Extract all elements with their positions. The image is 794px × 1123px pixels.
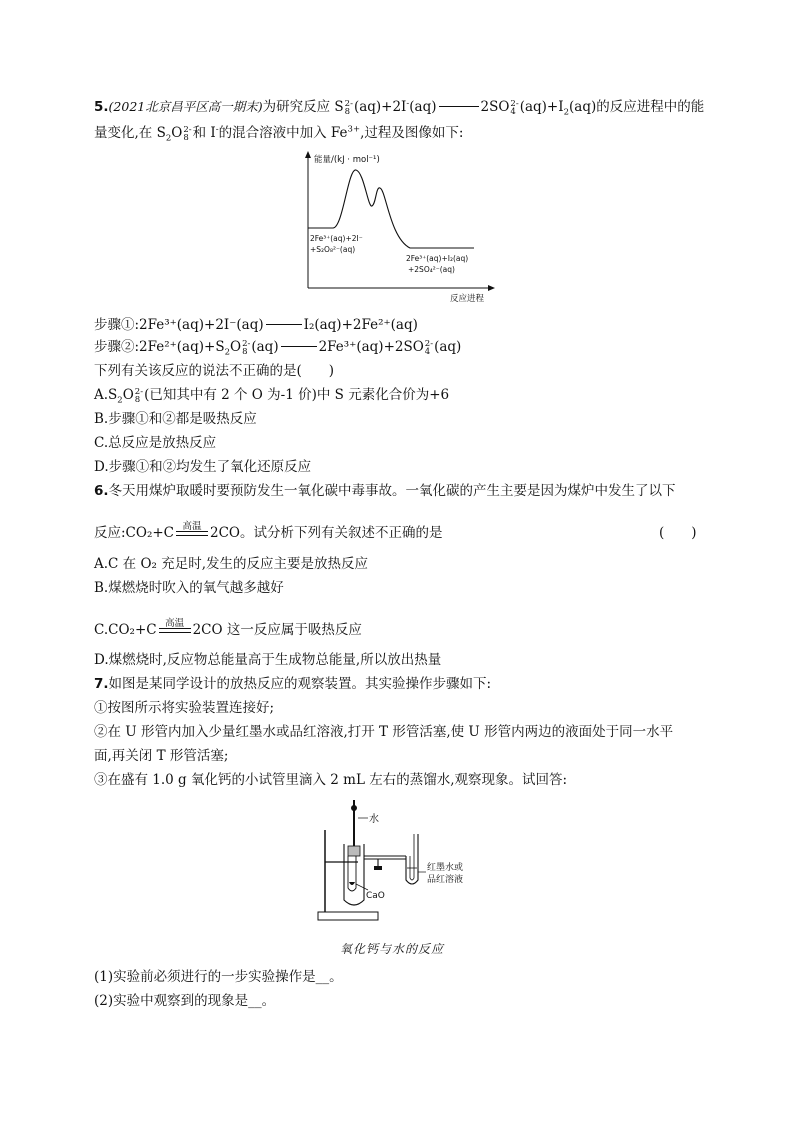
x-axis-arrow-icon <box>488 285 495 291</box>
q6-option-b[interactable]: B.煤燃烧时吹入的氧气越多越好 <box>94 580 284 596</box>
q6-line-2: 反应:CO₂+C 高温 2CO。试分析下列有关叙述不正确的是 <box>94 521 443 541</box>
q7-step-2-cont: 面,再关闭 T 形管活塞; <box>94 748 229 764</box>
q7-step-2: ②在 U 形管内加入少量红墨水或品红溶液,打开 T 形管活塞,使 U 形管内两边的液面处于同一水平 <box>94 724 674 740</box>
q7-step-1: ①按图所示将实验装置连接好; <box>94 700 275 716</box>
ink-label-1: 红墨水或 <box>427 863 464 873</box>
q5-question: 下列有关该反应的说法不正确的是( ) <box>94 363 335 379</box>
q7-number: 7. <box>94 676 109 692</box>
q5-option-b[interactable]: B.步骤①和②都是吸热反应 <box>94 411 257 427</box>
q5-line-1: 5.(2021北京昌平区高一期末)为研究反应 S 2- 8 (aq)+2I-(aq) 2SO 2- 4 $(aq)+I_2(aq)$的反应进程中的能 <box>94 98 705 118</box>
x-axis-label: 反应进程 <box>450 294 485 303</box>
q5-option-d[interactable]: D.步骤①和②均发生了氧化还原反应 <box>94 459 312 475</box>
q5-number: 5. <box>94 99 109 115</box>
products-label-2: +2SO₄²⁻(aq) <box>408 265 455 274</box>
stand-base <box>318 912 378 920</box>
stopper <box>348 846 360 856</box>
q5-step-2: 步骤$②:2Fe^{2+}(aq)+S_2O$ 2- 8 (aq) 2Fe³⁺(aq)+2SO 2- 4 (aq) <box>94 338 462 358</box>
energy-diagram <box>298 148 498 303</box>
water-label: 水 <box>369 814 379 825</box>
q5-option-c[interactable]: C.总反应是放热反应 <box>94 435 217 451</box>
cao-sample <box>349 882 355 885</box>
ink-label-2: 品红溶液 <box>427 875 464 885</box>
q6-option-c[interactable]: C.CO₂+C 高温 2CO 这一反应属于吸热反应 <box>94 618 362 638</box>
apparatus-diagram <box>310 800 510 930</box>
y-axis-label: 能量/(kJ · mol⁻¹) <box>314 155 380 165</box>
reactants-label-2: +S₂O₈²⁻(aq) <box>310 245 356 254</box>
q7-answer-2[interactable]: (2)实验中观察到的现象是__。 <box>94 993 276 1009</box>
q6-answer-paren[interactable]: ( ) <box>659 525 697 541</box>
cao-label: CaO <box>366 891 385 901</box>
q5-source: (2021北京昌平区高一期末) <box>108 99 263 114</box>
q6-option-d[interactable]: D.煤燃烧时,反应物总能量高于生成物总能量,所以放出热量 <box>94 652 442 668</box>
q6-option-a[interactable]: A.C 在 O₂ 充足时,发生的反应主要是放热反应 <box>94 556 369 572</box>
high-temp-arrow: 高温 <box>159 628 191 633</box>
q6-number: 6. <box>94 483 109 499</box>
q5-step-1: 步骤①:2Fe³⁺(aq)+2I⁻(aq) I₂(aq)+2Fe²⁺(aq) <box>94 317 418 333</box>
figure-caption: 氧化钙与水的反应 <box>340 942 445 956</box>
products-label-1: 2Fe³⁺(aq)+I₂(aq) <box>406 254 469 263</box>
q6-line-1: 6.冬天用煤炉取暖时要预防发生一氧化碳中毒事故。一氧化碳的产生主要是因为煤炉中发生了以下 <box>94 483 676 499</box>
y-axis-arrow-icon <box>305 151 311 158</box>
u-tube <box>406 834 418 884</box>
q7-answer-1[interactable]: (1)实验前必须进行的一步实验操作是__。 <box>94 969 343 985</box>
q7-line-1: 7.如图是某同学设计的放热反应的观察装置。其实验操作步骤如下: <box>94 676 492 692</box>
q5-line-2: 量变化,在 $S_2O$ 2- 8 和 I-的混合溶液中加入 $Fe^{3+}$,过程及图像如下: <box>94 124 464 144</box>
reaction-arrow <box>439 106 479 109</box>
reactants-label-1: 2Fe³⁺(aq)+2I⁻ <box>310 234 363 243</box>
small-test-tube <box>348 856 356 891</box>
high-temp-arrow: 高温 <box>176 531 208 536</box>
dropper-bulb <box>351 805 357 811</box>
q5-option-a[interactable]: $A.S_2O$ 2- 8 (已知其中有 2 个 O 为-1 价)中 S 元素化合价为+6 <box>94 386 450 406</box>
q7-step-3: ③在盛有 1.0 g 氧化钙的小试管里滴入 2 mL 左右的蒸馏水,观察现象。试回答: <box>94 772 568 788</box>
